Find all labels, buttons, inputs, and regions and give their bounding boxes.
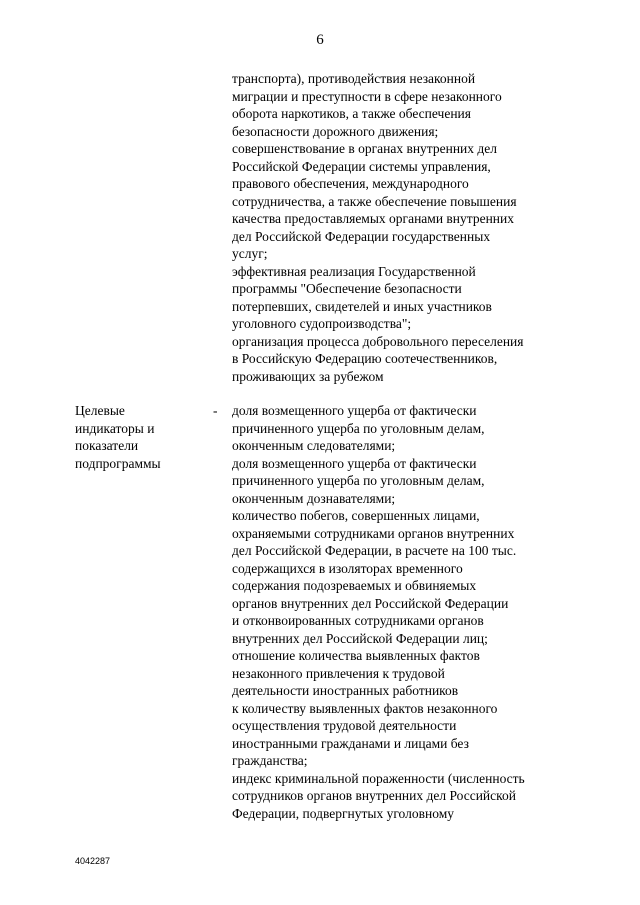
- text-line: программы "Обеспечение безопасности: [232, 281, 462, 296]
- label-line: индикаторы и: [75, 420, 155, 436]
- text-line: транспорта), противодействия незаконной: [232, 71, 476, 86]
- text-line: миграции и преступности в сфере незаконного: [232, 88, 502, 104]
- label-line: подпрограммы: [75, 455, 161, 471]
- continuation-text: [232, 70, 632, 385]
- text-line: органов внутренних дел Российской Федерации: [232, 595, 509, 611]
- text-line: совершенствование в органах внутренних дел: [232, 141, 497, 156]
- text-line: сотрудников органов внутренних дел Российской: [232, 788, 517, 803]
- text-line: количество побегов, совершенных лицами,: [232, 508, 480, 523]
- text-line: иностранными гражданами и лицами без: [232, 735, 469, 751]
- text-line: деятельности иностранных работников: [232, 683, 459, 698]
- text-line: оборота наркотиков, а также обеспечения: [232, 106, 471, 121]
- text-line: причиненного ущерба по уголовным делам,: [232, 473, 485, 488]
- text-line: услуг;: [232, 246, 268, 261]
- text-line: качества предоставляемых органами внутренних: [232, 211, 515, 226]
- text-line: проживающих за рубежом: [232, 368, 384, 384]
- text-line: организация процесса добровольного переселения: [232, 333, 524, 349]
- text-line: отношение количества выявленных фактов: [232, 648, 480, 663]
- text-line: доля возмещенного ущерба от фактически: [232, 455, 477, 471]
- page-number: 6: [316, 32, 324, 48]
- document-code: 4042287: [75, 856, 111, 866]
- text-line: уголовного судопроизводства";: [232, 316, 412, 331]
- text-line: в Российскую Федерацию соотечественников,: [232, 351, 498, 366]
- label-line: Целевые: [75, 403, 125, 418]
- text-line: оконченным следователями;: [232, 438, 396, 453]
- section-dash: -: [213, 403, 218, 418]
- text-line: сотрудничества, а также обеспечение повышения: [232, 193, 517, 209]
- label-line: показатели: [75, 438, 139, 453]
- section-body: [232, 402, 632, 822]
- text-line: потерпевших, свидетелей и иных участников: [232, 298, 492, 314]
- text-line: эффективная реализация Государственной: [232, 263, 476, 279]
- text-line: содержания подозреваемых и обвиняемых: [232, 578, 477, 593]
- text-line: правового обеспечения, международного: [232, 176, 469, 191]
- text-line: Федерации, подвергнутых уголовному: [232, 805, 454, 821]
- text-line: оконченным дознавателями;: [232, 490, 396, 506]
- text-line: содержащихся в изоляторах временного: [232, 560, 463, 576]
- text-line: и отконвоированных сотрудниками органов: [232, 613, 484, 628]
- text-line: дел Российской Федерации государственных: [232, 228, 491, 244]
- text-line: незаконного привлечения к трудовой: [232, 665, 445, 681]
- text-line: внутренних дел Российской Федерации лиц;: [232, 630, 488, 646]
- text-line: к количеству выявленных фактов незаконного: [232, 700, 498, 716]
- text-line: гражданства;: [232, 753, 308, 768]
- text-line: доля возмещенного ущерба от фактически: [232, 403, 477, 418]
- text-line: охраняемыми сотрудниками органов внутренних: [232, 525, 515, 541]
- text-line: дел Российской Федерации, в расчете на 100 тыс.: [232, 543, 517, 558]
- text-line: осуществления трудовой деятельности: [232, 718, 457, 733]
- section-label: [75, 402, 215, 472]
- text-line: индекс криминальной пораженности (численность: [232, 770, 525, 786]
- text-line: Российской Федерации системы управления,: [232, 158, 491, 174]
- text-line: причиненного ущерба по уголовным делам,: [232, 420, 485, 436]
- text-line: безопасности дорожного движения;: [232, 123, 439, 139]
